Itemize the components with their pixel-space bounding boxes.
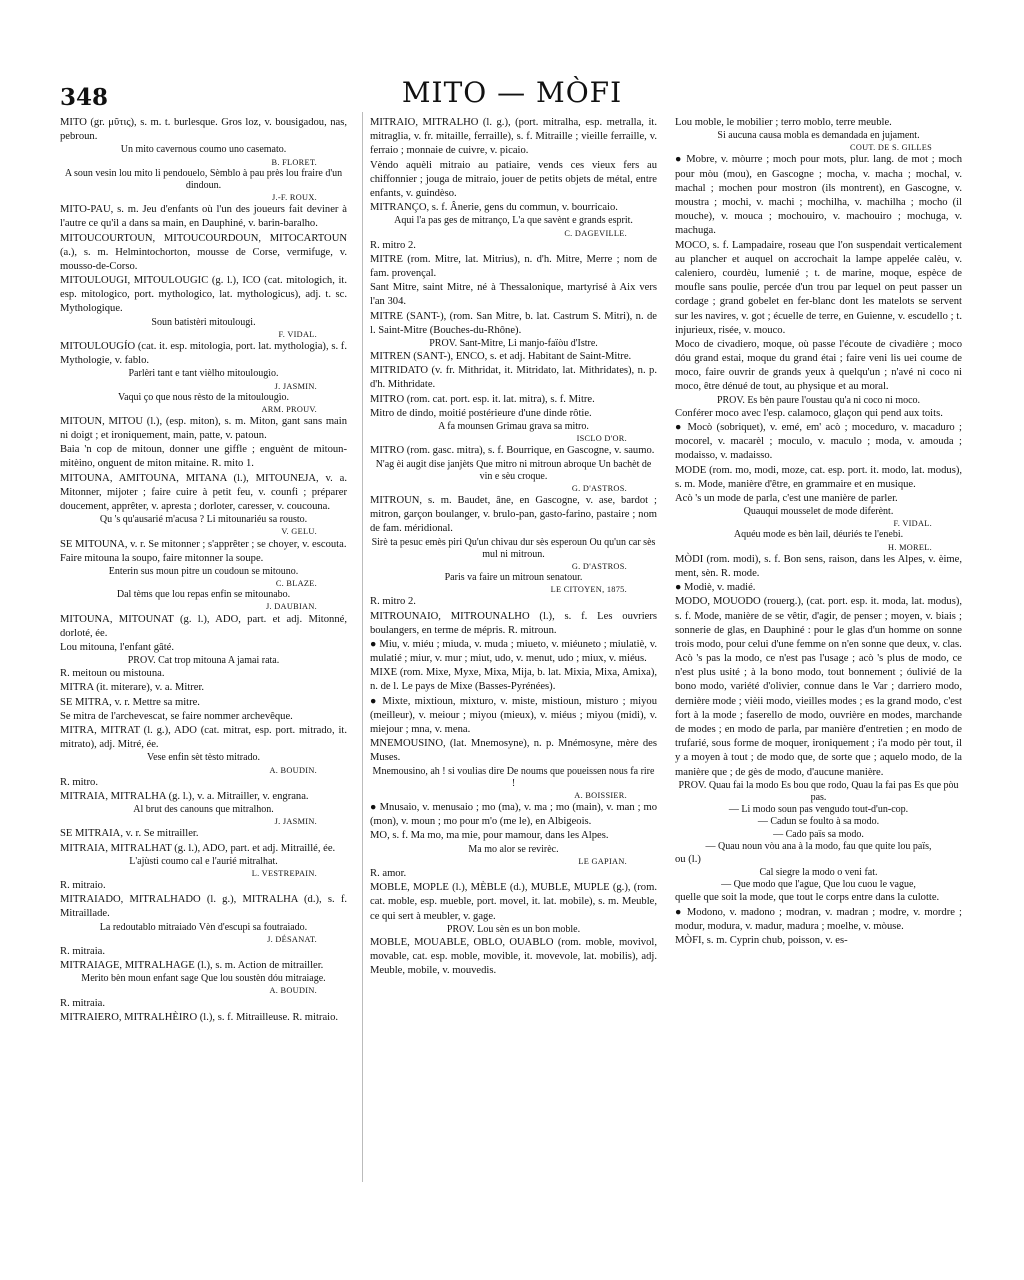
citation-quote: Dal tèms que lou repas enfin se mitounabo. [116,589,291,601]
citation-quote: Al brut des canouns que mitralhon. [133,804,274,816]
dictionary-entry: Lou mitouna, l'enfant gâté. [60,641,174,653]
citation-quote: PROV. Lou sèn es un bon moble. [446,923,581,935]
dictionary-entry: MITRE (rom. Mitre, lat. Mitrius), n. d'h. Mitre, Merre ; nom de fam. provençal. [370,253,657,279]
page-number: 348 [60,84,109,111]
dictionary-entry: ● Mixte, mixtioun, mixturo, v. miste, mistioun, misturo ; miyou (meilleur), v. meiour ; miyou (mieux), v. miéus ; miyou (midi), v. miejour ; mna, v. mena. [370,695,657,736]
citation-quote: — Cado païs sa modo. [773,828,864,840]
citation-author: J. DÉSANAT. [267,934,317,944]
citation-quote: Enterin sus moun pitre un coudoun se mitouno. [108,565,299,577]
dictionary-entry: Mitro de dindo, moitié postérieure d'une dinde rôtie. [370,407,592,419]
dictionary-entry: MITRAIA, MITRALHA (g. l.), v. a. Mitrailler, v. engrana. [60,790,309,802]
dictionary-entry: MOBLE, MOPLE (l.), MÈBLE (d.), MUBLE, MUPLE (g.), (rom. cat. moble, esp. mueble, port. movel, it. lat. mobile), s. m. Meuble, ce qui sert à meubler, v. gage. [370,882,657,922]
citation-quote: PROV. Sant-Mitre, Li manjo-faïòu d'Istre. [429,337,598,349]
dictionary-entry: R. mitro 2. [370,596,416,608]
citation-quote: Vaqui ço que nous rèsto de la mitoulougìo. [117,391,290,403]
citation-author: J. JASMIN. [274,817,317,827]
dictionary-entry: MNEMOUSINO, (lat. Mnemosyne), n. p. Mnémosyne, mère des Muses. [370,738,657,764]
dictionary-entry: MITRANÇO, s. f. Ânerie, gens du commun, v. bourricaio. [370,202,618,214]
citation-quote: Vese enfin sèt tèsto mitrado. [146,752,261,764]
running-title: MITO — MÒFI [401,76,623,109]
dictionary-entry: Se mitra de l'archevescat, se faire nommer archevêque. [60,710,293,722]
dictionary-entry: R. mitraio. [60,880,106,892]
citation-quote: N'ag èi augit dise janjèts Que mitro ni mitroun abroque Un bachèt de vin e sèu croque. [375,458,652,482]
dictionary-entry: Faire mitouna la soupo, faire mitonner la soupe. [60,552,264,564]
citation-quote: Qu 's qu'ausarié m'acusa ? Li mitounariéu sa rousto. [99,514,308,526]
citation-quote: La redoutablo mitraiado Vèn d'escupi sa foutraiado. [99,921,308,933]
column-middle [370,116,657,978]
dictionary-entry: Acò 's un mode de parla, c'est une manière de parler. [675,492,898,504]
dictionary-entry: R. mitro. [60,776,98,788]
dictionary-entry: MOBLE, MOUABLE, OBLO, OUABLO (rom. moble, movivol, movable, cat. esp. moble, movible, it. movevole, lat. mobilis), adj. Meuble, mobile, v. mouvedis. [370,936,657,977]
dictionary-entry: MITOUNA, AMITOUNA, MITANA (l.), MITOUNEJA, v. a. Mitonner, mijoter ; faire cuire à petit feu, v. counfi ; préparer doucement, apprêter, v. apresta ; dorloter, caresser, v. coucouna. [60,472,347,513]
citation-quote: — Quau noun vòu ana à la modo, fau que quite lou païs, [705,840,932,852]
dictionary-entry: MITOULOUGÍO (cat. it. esp. mitologia, port. lat. mythologia), s. f. Mythologie, v. fablo. [60,340,347,367]
citation-author: L. VESTREPAIN. [251,868,317,878]
citation-quote: Sirè ta pesuc emès piri Qu'un chivau dur sès esperoun Ou qu'un car sès mul ni mitroun. [371,536,656,560]
citation-author: J. JASMIN. [274,381,317,391]
citation-quote: PROV. Quau fai la modo Es bou que rodo, Quau la fai pas Es que pòu pas. [678,779,959,803]
citation-author: G. D'ASTROS. [571,483,627,493]
citation-quote: Un mito cavernous coumo uno casemato. [120,144,287,156]
citation-quote: Soun batistèri mitoulougi. [151,316,256,328]
column-left [60,116,347,1025]
dictionary-entry: MITOUN, MITOU (l.), (esp. miton), s. m. Miton, gant sans main ni doigt ; et ironiquement, main, patte, v. patoun. [60,415,347,442]
citation-author: J. DAUBIAN. [265,602,317,612]
dictionary-entry: MITRAIA, MITRALHAT (g. l.), ADO, part. et adj. Mitraillé, ée. [60,842,336,854]
dictionary-entry: MITRIDATO (v. fr. Mithridat, it. Mitridato, lat. Mithridates), n. p. d'h. Mithridate. [370,365,657,391]
citation-quote: — Li modo soun pas vengudo tout-d'un-cop. [728,804,909,816]
dictionary-entry: MITRE (SANT-), (rom. San Mitre, b. lat. Castrum S. Mitri), n. de l. Saint-Mitre (Bouches-du-Rhône). [370,310,657,336]
dictionary-entry: R. mitro 2. [370,239,416,251]
dictionary-entry: ou (l.) [675,853,701,865]
dictionary-entry: R. amor. [370,867,407,879]
citation-author: V. GELU. [281,527,317,537]
dictionary-entry: MITO-PAU, s. m. Jeu d'enfants où l'un des joueurs fait deviner à l'autre ce qu'il a dans sa main, en Dauphiné, v. barin-baralho. [60,204,347,230]
column-divider [362,112,363,1182]
dictionary-entry: MODE (rom. mo, modi, moze, cat. esp. port. it. modo, lat. modus), s. m. Mode, manière d'être, en grammaire et en musique. [675,464,962,490]
citation-author: J.-F. ROUX. [271,193,317,203]
dictionary-entry: R. mitraia. [60,945,106,957]
dictionary-entry: ● Modono, v. madono ; modran, v. madran ; modre, v. mordre ; modur, modura, v. madur, madura ; moelhe, v. mòuse. [675,906,962,932]
citation-quote: Mnemousino, ah ! si voulias dire De noums que poueissen nous fa rire ! [372,765,655,789]
dictionary-entry: MOCO, s. f. Lampadaire, roseau que l'on suspendait verticalement au plancher et auquel on accrochait la lampe appelée calèu, v. caleniero, courdèu, lumenié ; t. de marine, moque, espèce de moufle sans poulie, percée d'un trou par lequel on peut passer un cordage ; grand gobelet en fer-blanc dont les matelots se servent sur les navires, v. got ; écuelle de terre, en Guienne, v. escudello ; t. injurieux, risée, v. mouco. [675,239,962,336]
dictionary-entry: ● Mocò (sobriquet), v. emé, em' acò ; moceduro, v. macaduro ; mocorel, v. macarèl ; moculo, v. maculo ; moda, v. amouda ; modaisso, v. madaisso. [675,422,962,462]
dictionary-entry: SE MITOUNA, v. r. Se mitonner ; s'apprêter ; se choyer, v. escouta. [60,538,347,550]
dictionary-entry: MITRA (it. miterare), v. a. Mitrer. [60,682,205,694]
dictionary-entry: MITRAIADO, MITRALHADO (l. g.), MITRALHA (d.), s. f. Mitraillade. [60,894,347,920]
citation-author: F. VIDAL. [893,519,932,529]
dictionary-entry: Lou moble, le mobilier ; terro moblo, terre meuble. [675,117,892,128]
dictionary-entry: Vèndo aquèli mitraio au patiaire, vends ces vieux fers au chiffonnier ; jouga de mitraio, jouer de petits objets de métal, entre enfants, v. guindèso. [370,159,657,199]
column-right [675,116,962,948]
dictionary-entry: MITRA, MITRAT (l. g.), ADO (cat. mitrat, esp. port. mitrado, it. mitrato), adj. Mitré, ée. [60,725,347,751]
dictionary-entry: MO, s. f. Ma mo, ma mie, pour mamour, dans les Alpes. [370,830,609,842]
citation-author: LE GAPIAN. [578,856,627,866]
citation-quote: Paris va faire un mitroun senatour. [444,572,583,584]
dictionary-entry: MITREN (SANT-), ENCO, s. et adj. Habitant de Saint-Mitre. [370,351,632,363]
dictionary-entry: Sant Mitre, saint Mitre, né à Thessalonique, martyrisé à Aix vers l'an 304. [370,282,657,308]
citation-quote: Merito bèn moun enfant sage Que lou soustèn dóu mitraiage. [81,973,326,985]
citation-quote: — Cadun se foulto à sa modo. [757,816,880,828]
citation-author: G. D'ASTROS. [571,561,627,571]
dictionary-entry: MÒFI, s. m. Cyprin chub, poisson, v. es- [675,935,848,947]
dictionary-entry: Baia 'n cop de mitoun, donner une giffle ; enguènt de mitoun-mitèino, onguent de miton mitaine. R. mito 1. [60,444,347,470]
dictionary-entry: MITRAIAGE, MITRALHAGE (l.), s. m. Action de mitrailler. [60,960,324,972]
dictionary-entry: MITRO (rom. cat. port. esp. it. lat. mitra), s. f. Mitre. [370,393,595,405]
dictionary-entry: MIXE (rom. Mixe, Myxe, Mixa, Mija, b. lat. Mixia, Mixa, Amixa), n. de l. Le pays de Mixe (Basses-Pyrénées). [370,667,657,693]
dictionary-entry: ● Miu, v. miéu ; miuda, v. muda ; miueto, v. miéuneto ; miulatiè, v. mulatié ; miur, v. mur ; miut, udo, v. menut, udo ; miux, v. miéus. [370,638,657,665]
dictionary-entry: MODO, MOUODO (rouerg.), (cat. port. esp. it. moda, lat. modus), s. f. Mode, manière de se vêtir, d'agir, de penser ; moyen, v. biais ; sonnerie de glas, en Dauphiné : pour le glas d'un homme on sonne trois modo, pour celui d'une femme on n'en sonne que deux, v. clas. [675,596,962,650]
dictionary-entry: Conférer moco avec l'esp. calamoco, glaçon qui pend aux toits. [675,407,943,419]
citation-quote: Parlèri tant e tant vièlho mitoulougìo. [128,368,279,380]
dictionary-entry: MÒDI (rom. modi), s. f. Bon sens, raison, dans les Alpes, v. èime, ment, sèn. R. mode. [675,553,962,579]
citation-author: C. BLAZE. [275,579,317,589]
citation-quote: Ma mo alor se revirèc. [468,843,559,855]
citation-quote: Si aucuna causa mobla es demandada en jujament. [717,130,920,142]
dictionary-entry: Acò 's pas la modo, ce n'est pas l'usage ; acò 's plus de modo, ce n'est plus usité ; à la bono modo, tout bonnement ; óulivié de la bono modo, variété d'olivier, connue dans le Var ; darriero modo, dernière mode ; vièii modo, vieilles modes ; es la grand modo, c'est fort à la mode ; faserello de modo, ouvrière en modes, marchande de modes ; en modo de parla, par manière d'entretien ; en modo de trufarié, sous forme de moquer, ironiquement ; i'a modo pèr tout, il y a moyen à tout ; de modo que, de sorte que ; aquelo modo, de la manière que ; de gès de modo, d'aucune manière. [675,653,962,778]
dictionary-entry: MITRO (rom. gasc. mitra), s. f. Bourrique, en Gascogne, v. saumo. [370,445,655,457]
dictionary-entry: R. mitraia. [60,997,106,1009]
citation-quote: Aquéu mode es bèn lail, déuriés te l'enebi. [733,529,904,541]
citation-quote: Aqui l'a pas ges de mitranço, L'a que savènt e grands esprit. [394,215,633,227]
dictionary-entry: MITOUNA, MITOUNAT (g. l.), ADO, part. et adj. Mitonné, dorloté, ée. [60,613,347,639]
citation-author: C. DAGEVILLE. [564,228,627,238]
dictionary-entry: MITRAIERO, MITRALHÈIRO (l.), s. f. Mitrailleuse. R. mitraio. [60,1011,339,1023]
citation-quote: PROV. Cat trop mitouna A jamai rata. [127,655,280,667]
citation-quote: PROV. Es bèn paure l'oustau qu'a ni coco ni moco. [716,394,921,406]
dictionary-entry: MITROUN, s. m. Baudet, âne, en Gascogne, v. ase, bardot ; mitron, garçon boulanger, v. brulo-pan, gasto-farino, pastaire ; nom de fam. méridional. [370,495,657,535]
dictionary-entry: ● Modiè, v. madié. [675,582,756,594]
citation-author: B. FLORET. [271,157,317,167]
dictionary-entry: MITROUNAIO, MITROUNALHO (l.), s. f. Les ouvriers boulangers, en terme de mépris. R. mitroun. [370,610,657,636]
dictionary-entry: SE MITRA, v. r. Mettre sa mitre. [60,696,200,708]
citation-quote: Cal siegre la modo o veni fat. [759,867,878,879]
citation-quote: — Que modo que l'ague, Que lou cuou le vague, [721,879,916,891]
dictionary-entry: MITOUCOURTOUN, MITOUCOURDOUN, MITOCARTOUN (a.), s. m. Helmintochorton, mousse de Corse, vermifuge, v. mousso-de-Corso. [60,232,347,272]
citation-author: LE CITOYEN, 1875. [550,585,627,595]
citation-author: A. BOUDIN. [269,765,317,775]
citation-quote: A soun vesin lou mito li pendouelo, Sèmblo à pau près lou fraire d'un dindoun. [64,167,343,191]
citation-author: A. BOUDIN. [269,986,317,996]
citation-author: A. BOISSIER. [574,790,627,800]
dictionary-entry: MITO (gr. μῦτις), s. m. t. burlesque. Gros loz, v. bousigadou, nas, pebroun. [60,117,347,143]
citation-author: ARM. PROUV. [261,404,317,414]
citation-quote: A fa mounsen Grimau grava sa mitro. [438,421,589,433]
dictionary-entry: MITOULOUGI, MITOULOUGIC (g. l.), ICO (cat. mitologich, it. esp. mitologico, port. mythologico, lat. mythologicus), adj. t. sc. Mythologique. [60,275,347,315]
citation-author: COUT. DE S. GILLES [850,143,932,153]
citation-author: ISCLO D'OR. [576,434,627,444]
dictionary-entry: ● Mnusaio, v. menusaio ; mo (ma), v. ma ; mo (main), v. man ; mo (mon), v. moun ; mo pour m'o (me le), en Albigeois. [370,802,657,828]
dictionary-entry: quelle que soit la mode, que tout le corps entre dans la culotte. [675,892,940,904]
dictionary-entry: Moco de civadiero, moque, où passe l'écoute de civadière ; moco dóu grand estai, moque du grand étai ; faire veni lis uei coume de moco, faire ouvrir de grands yeux à quelqu'un ; n'avé ni coco ni moco, être dénué de tout, au physique et au moral. [675,338,962,393]
dictionary-entry: ● Mobre, v. mòurre ; moch pour mots, plur. lang. de mot ; moch pour mòu (mou), en Gascogne ; mocha, v. macha ; mochal, v. machal ; mochen pour mostron (ils montrent), en Gascogne, v. moustra ; mochi, v. machi ; mochilha, v. machilha ; mocho (il mouche), v. mouca ; mochouiro, v. machouiro ; mochuga, v. machuga. [675,154,962,237]
citation-quote: Quauqui mousselet de mode diferènt. [743,506,894,518]
citation-author: F. VIDAL. [278,329,317,339]
citation-quote: L'ajùsti coumo cal e l'aurié mitralhat. [129,855,278,867]
dictionary-entry: R. meitoun ou mistouna. [60,668,165,680]
dictionary-entry: MITRAIO, MITRALHO (l. g.), (port. mitralha, esp. metralla, it. mitraglia, v. fr. mitaille, ferraille), s. f. Mitraille ; vieille ferraille, v. ferraio ; monnaie de cuivre, v. picaio. [370,117,657,157]
citation-author: H. MOREL. [888,542,932,552]
dictionary-entry: SE MITRAIA, v. r. Se mitrailler. [60,828,199,840]
